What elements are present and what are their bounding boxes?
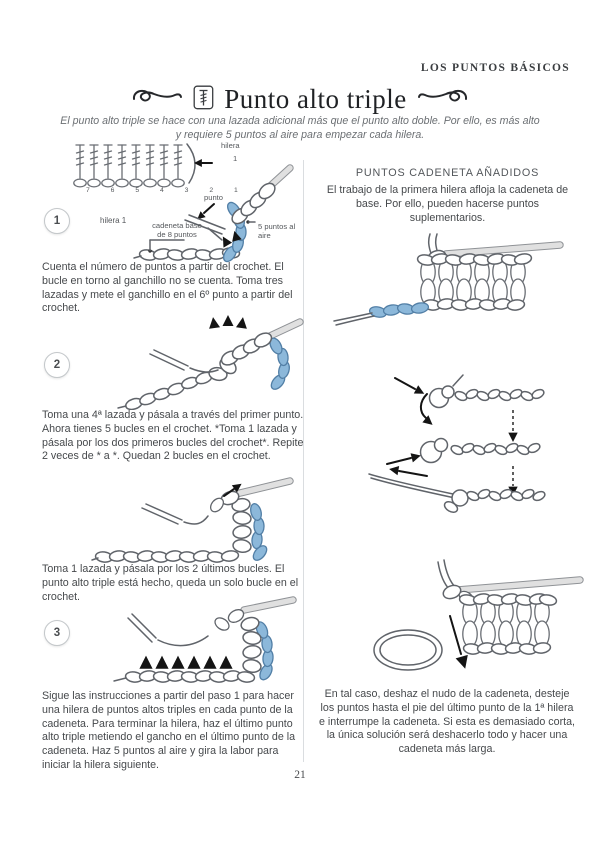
page-subtitle: El punto alto triple se hace con una lazada adicional más que el punto alto doble. Por ello, es más alto y requiere 5 puntos al aire para empezar cada hilera.	[60, 115, 540, 141]
step-1-text: Cuenta el número de puntos a partir del crochet. El bucle en torno al ganchillo no se cuenta. Toma tres lazadas y mete el ganchillo en el 6º punto a partir del crochet.	[42, 261, 293, 315]
step-1-number: 1	[44, 208, 70, 234]
step-2-text: Toma una 4ª lazada y pásala a través del primer punto. Ahora tienes 5 bucles en el crochet. *Toma 1 lazada y pásala por los dos primeros bucles del crochet*. Repite 2 veces de * a *. Quedan 2 bucles en el crochet.	[42, 409, 304, 463]
sidebar-diagram-loop	[352, 556, 587, 685]
sidebar-intro-text: El trabajo de la primera hilera afloja la cadeneta de base. Por ello, pueden hacerse puntos suplementarios.	[326, 184, 569, 224]
step-2-diagram	[110, 312, 306, 415]
page-number: 21	[294, 769, 306, 781]
step-1-row-label: hilera 1	[100, 216, 127, 225]
sidebar-outro-text: En tal caso, deshaz el nudo de la cadeneta, desteje los puntos hasta el pie del último punto de la 1ª hilera e interrumpe la cadeneta. Si esta es demasiado corta, la única solución será deshacerlo todo y hacer una cadeneta más larga.	[318, 688, 576, 756]
page-title: Punto alto triple	[224, 84, 407, 114]
chart-hilera-number: 1	[233, 154, 238, 163]
step-2b-text: Toma 1 lazada y pásala por los 2 últimos bucles. El punto alto triple está hecho, queda un solo bucle en el crochet.	[42, 563, 299, 603]
step-3-diagram	[90, 596, 300, 697]
chart-hilera-label: hilera	[221, 141, 240, 150]
section-header: LOS PUNTOS BÁSICOS	[420, 62, 570, 74]
step-2-number: 2	[44, 352, 70, 378]
step-3-text: Sigue las instrucciones a partir del paso 1 para hacer una hilera de puntos altos triples en cada punto de la cadeneta. Para terminar la hilera, haz el último punto alto triple metiendo el gancho en el último punto de la cadeneta. Haz 5 puntos al aire y gira la labor para iniciar la hilera siguiente.	[42, 690, 296, 771]
sidebar-heading: PUNTOS CADENETA AÑADIDOS	[355, 167, 540, 179]
step-1-label-aire: 5 puntos al aire	[258, 222, 296, 240]
chart-stitch-numbers: 7 6 5 4 3 2 1	[86, 187, 248, 194]
step-3-number: 3	[44, 620, 70, 646]
step-1-label-cadeneta: cadeneta base de 8 puntos	[152, 221, 202, 239]
flourish-right-icon	[417, 86, 469, 113]
flourish-left-icon	[131, 86, 183, 113]
title-block	[0, 84, 600, 115]
sidebar-diagram-swatch	[328, 232, 568, 333]
stitch-symbol-icon	[193, 85, 214, 115]
step-1-diagram	[126, 158, 304, 273]
sidebar-diagram-knot-stages	[365, 372, 555, 519]
step-2b-diagram	[90, 474, 300, 571]
chart-punto-label: punto	[204, 193, 224, 202]
